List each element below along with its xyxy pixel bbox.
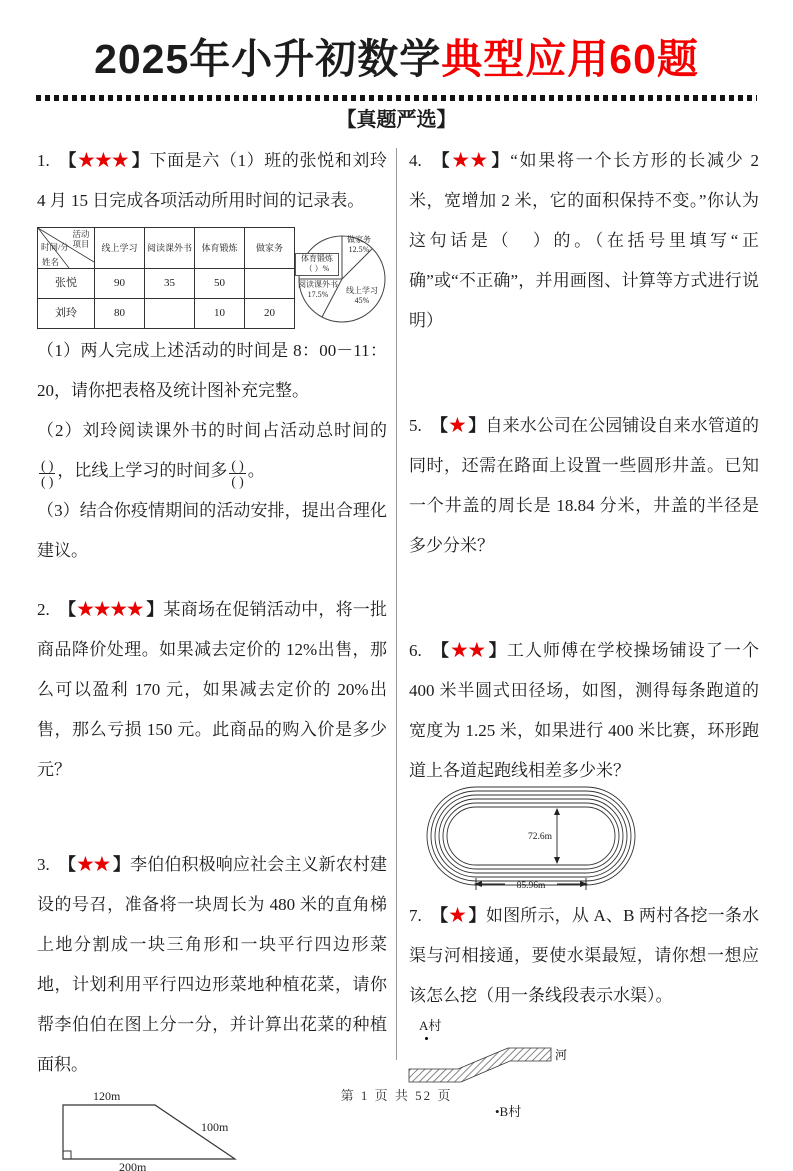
- problem-7-text: 如图所示，从 A、B 两村各挖一条水渠与河相接通，要使水渠最短，请你想一想应该怎么挖（用一条线段表示水渠）。: [409, 906, 760, 1005]
- table-cell: [145, 299, 195, 329]
- dotted-divider: [36, 95, 757, 101]
- table-row: [38, 299, 295, 329]
- problem-2-star-rating: ★★★★: [76, 597, 143, 621]
- table-cell: 80: [95, 299, 145, 329]
- pie-label-reading: 阅读课外书 17.5%: [298, 280, 338, 300]
- fraction-blank: $\frac{( )}{( )}$: [41, 457, 54, 489]
- problem-1-intro: [37, 140, 387, 221]
- running-track-graphic: [421, 781, 645, 893]
- problem-5-star-rating: ★: [447, 413, 465, 437]
- problem-4-text: “如果将一个长方形的长减少 2 米，宽增加 2 米，它的面积保持不变。”你认为这句话是（ ）的。（在括号里填写“正确”或“不正确”，并用画图、计算等方式进行说明）: [409, 151, 760, 330]
- height-dimension-arrow: [554, 808, 560, 864]
- pie-label-exercise: 体育锻炼 （ ）%: [295, 253, 339, 276]
- bracket-close: 】: [131, 151, 150, 170]
- problem-1-question-2: （2）刘玲阅读课外书的时间占活动总时间的 $\frac{( )}{( )}$ ，比线上学习的时间多 $\frac{( )}{( )}$ 。: [37, 421, 387, 489]
- page-footer: 第 1 页 共 52 页: [340, 1088, 453, 1103]
- bracket-close: 】: [491, 151, 511, 170]
- problem-1-question-3: （3）结合你疫情期间的活动安排，提出合理化建议。: [37, 501, 387, 560]
- problem-3-text: 李伯伯积极响应社会主义新农村建设的号召，准备将一块周长为 480 米的直角梯上地分割成一块三角形和一块平行四边形菜地，计划利用平行四边形菜地种植花菜，请你帮李伯伯在图上分一分，并计算出花菜的种植面积。: [37, 855, 388, 1074]
- pie-chart: [295, 227, 387, 329]
- corner-label-name: 姓名: [42, 256, 60, 267]
- table-cell: 10: [195, 299, 245, 329]
- river-figure: [409, 1018, 759, 1126]
- running-track-figure: [421, 781, 759, 893]
- trapezoid-top-label: 120m: [93, 1089, 121, 1103]
- column-divider: [396, 148, 397, 1060]
- page-title: [0, 26, 793, 85]
- bracket-open: 【: [58, 151, 77, 170]
- pie-label-housework: 做家务 12.5%: [347, 235, 371, 255]
- track-width-label: 85.96m: [516, 881, 546, 891]
- row-name: 张悦: [38, 269, 95, 299]
- bracket-open: 【: [430, 906, 449, 925]
- problem-4-star-rating: ★★: [451, 148, 488, 172]
- page-title-black: 2025年小升初数学: [94, 36, 442, 82]
- bracket-open: 【: [430, 641, 450, 660]
- problem-7-number: 7.: [409, 906, 422, 925]
- problem-5-number: 5.: [409, 416, 422, 435]
- column-header: 做家务: [245, 228, 295, 269]
- problem-1-question-1: （1）两人完成上述活动的时间是 8：00－11：20，请你把表格及统计图补充完整。: [37, 341, 387, 400]
- problem-2: [37, 589, 387, 790]
- problem-2-text: 某商场在促销活动中，将一批商品降价处理。如果减去定价的 12%出售，那么可以盈利 170 元，如果减去定价的 20%出售，那么亏损 150 元。此商品的购入价是多少元？: [37, 600, 388, 779]
- trapezoid-bottom-label: 200m: [119, 1160, 147, 1171]
- problem-6-star-rating: ★★: [449, 638, 485, 662]
- bracket-open: 【: [58, 855, 77, 874]
- table-cell: 50: [195, 269, 245, 299]
- table-cell: 20: [245, 299, 295, 329]
- track-height-label: 72.6m: [527, 832, 552, 842]
- problem-1-table-and-chart: [37, 227, 387, 329]
- table-cell: 35: [145, 269, 195, 299]
- problem-3-number: 3.: [37, 855, 50, 874]
- village-a-label: A村: [419, 1018, 442, 1033]
- bracket-close: 】: [488, 641, 507, 660]
- river-graphic: [409, 1042, 709, 1090]
- village-a-dot: [425, 1037, 428, 1040]
- fraction-blank: $\frac{( )}{( )}$: [231, 457, 244, 489]
- table-cell: [245, 269, 295, 299]
- problem-7: [409, 895, 759, 1016]
- problem-3: [37, 844, 387, 1085]
- corner-label-time: 时间/分: [41, 242, 69, 252]
- problem-1-star-rating: ★★★: [77, 148, 128, 172]
- table-corner-cell: [38, 228, 95, 269]
- problem-1-number: 1.: [37, 151, 50, 170]
- problem-6-number: 6.: [409, 641, 422, 660]
- pie-label-online-study: 线上学习 45%: [346, 286, 378, 306]
- river-label: 河: [555, 1048, 568, 1062]
- row-name: 刘玲: [38, 299, 95, 329]
- right-angle-mark: [63, 1151, 71, 1159]
- bracket-open: 【: [430, 416, 448, 435]
- right-column: [409, 140, 759, 1126]
- problem-6-text: 工人师傅在学校操场铺设了一个 400 米半圆式田径场，如图，测得每条跑道的宽度为 1.25 米，如果进行 400 米比赛，环形跑道上各道起跑线相差多少米？: [409, 641, 760, 780]
- bracket-close: 】: [468, 416, 486, 435]
- page-subtitle: 【真题严选】: [336, 109, 457, 131]
- problem-5-text: 自来水公司在公园铺设自来水管道的同时，还需在路面上设置一些圆形井盖。已知一个井盖的周长是 18.84 分米，井盖的半径是多少分米？: [409, 416, 760, 555]
- column-header: 体育锻炼: [195, 228, 245, 269]
- column-header: 线上学习: [95, 228, 145, 269]
- problem-6: [409, 630, 759, 791]
- problem-2-number: 2.: [37, 600, 50, 619]
- problem-4-number: 4.: [409, 151, 422, 170]
- page-title-red: 典型应用60题: [441, 36, 699, 82]
- table-cell: 90: [95, 269, 145, 299]
- trapezoid-slant-label: 100m: [201, 1120, 229, 1134]
- problem-4: [409, 140, 759, 341]
- bracket-close: 】: [112, 855, 131, 874]
- problem-1-text: 下面是六（1）班的张悦和刘玲 4 月 15 日完成各项活动所用时间的记录表。: [37, 151, 388, 210]
- problem-3-star-rating: ★★: [76, 852, 109, 876]
- village-b-label: •B村: [495, 1104, 522, 1119]
- problem-7-star-rating: ★: [448, 903, 465, 927]
- left-column: [37, 140, 387, 1171]
- bracket-close: 】: [468, 906, 486, 925]
- corner-label-activity: 活动项目: [72, 229, 90, 249]
- column-header: 阅读课外书: [145, 228, 195, 269]
- bracket-close: 】: [146, 600, 164, 619]
- activity-time-table: [37, 227, 295, 329]
- bracket-open: 【: [58, 600, 77, 619]
- bracket-open: 【: [430, 151, 452, 170]
- problem-5: [409, 405, 759, 566]
- table-row: [38, 269, 295, 299]
